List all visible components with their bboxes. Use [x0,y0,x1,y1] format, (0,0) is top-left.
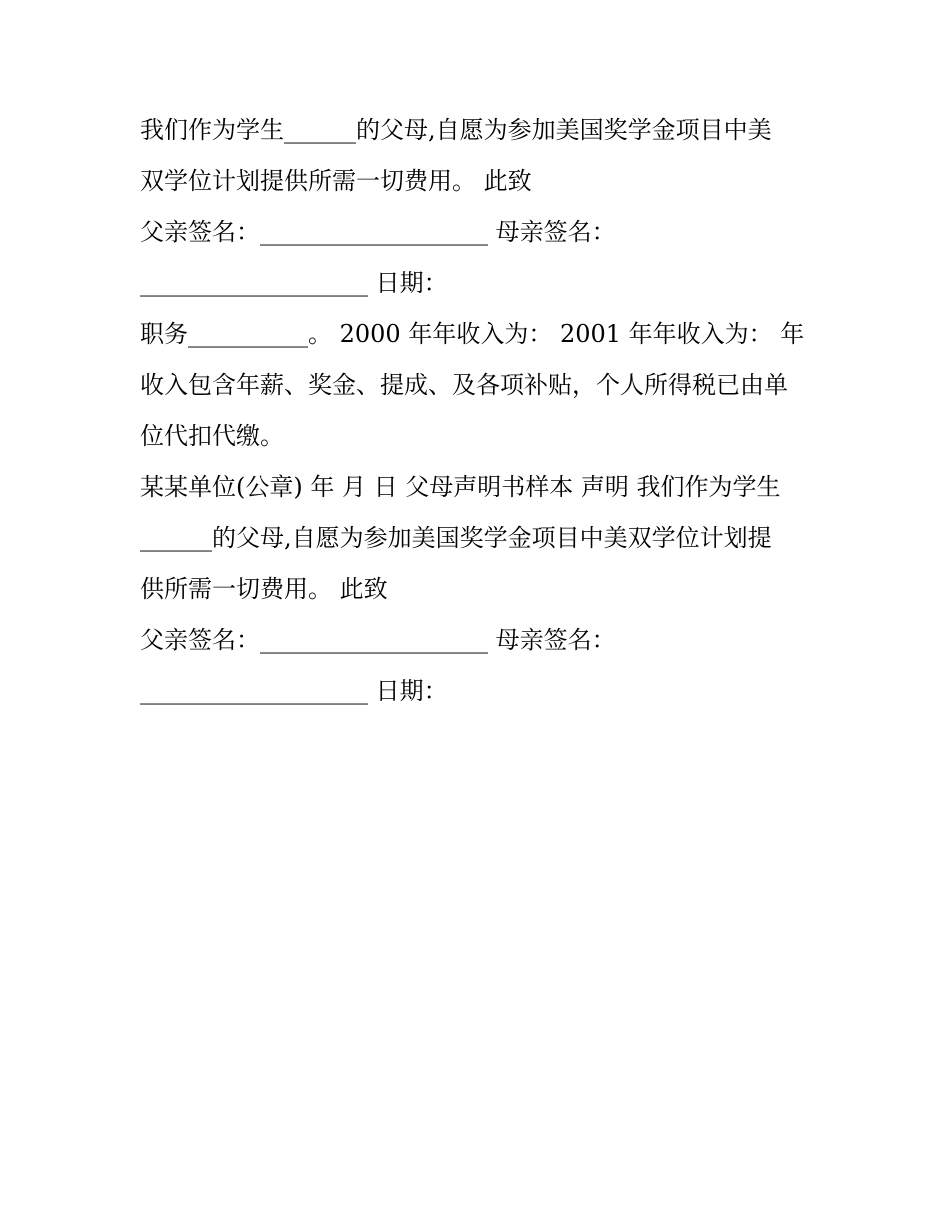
text-line: 职务__________。 2000 年年收入为： 2001 年年收入为： 年 [140,320,805,348]
signature-date-line: ___________________ 日期： [140,677,448,705]
signature-line: 父亲签名：___________________ 母亲签名： [140,218,616,246]
text-line: ______的父母,自愿为参加美国奖学金项目中美双学位计划提 [140,524,772,552]
text-line: 双学位计划提供所需一切费用。 此致 [140,167,532,195]
text-line: 收入包含年薪、奖金、提成、及各项补贴，个人所得税已由单 [140,371,788,399]
signature-line: 父亲签名：___________________ 母亲签名： [140,626,616,654]
text-line: 供所需一切费用。 此致 [140,575,388,603]
document-body [140,108,820,720]
text-line: 位代扣代缴。 [140,422,284,450]
text-line: 我们作为学生______的父母,自愿为参加美国奖学金项目中美 [140,116,772,144]
signature-date-line: ___________________ 日期： [140,269,448,297]
text-line: 某某单位(公章) 年 月 日 父母声明书样本 声明 我们作为学生 [140,473,781,501]
